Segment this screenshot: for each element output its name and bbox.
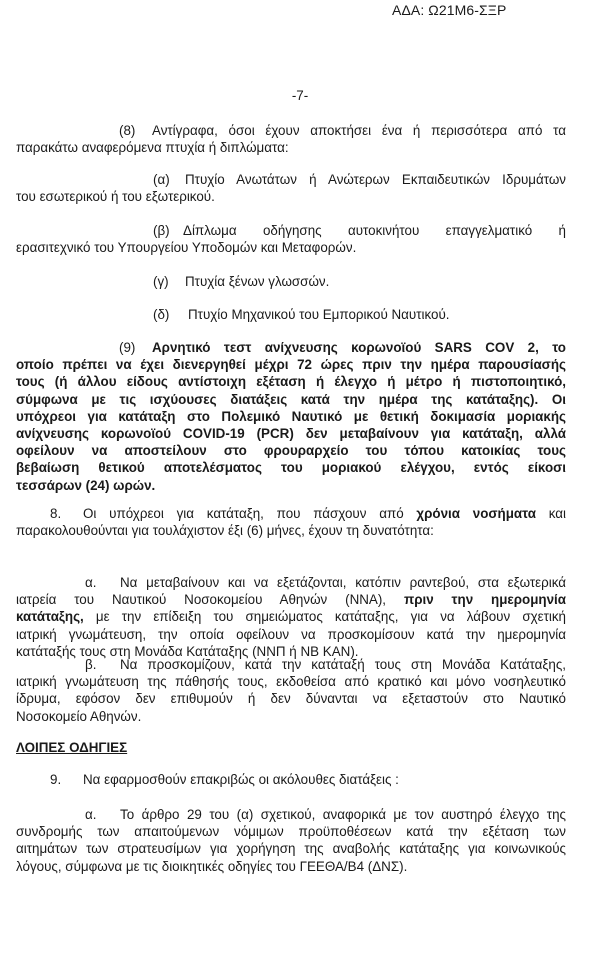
section-heading — [16, 739, 566, 756]
item-label: 9. — [50, 772, 62, 787]
page-number: -7- — [291, 88, 309, 103]
section-8a: α. Να μεταβαίνουν και να εξετάζονται, κατόπιν ραντεβού, στα εξωτερικά ιατρεία του Ναυτικού Νοσοκομείου Αθηνών (ΝΝΑ), πριν την ημερομηνία κατάταξης, με την επίδειξη του σημειώματος κατάταξης, για να λάβουν σχετική ιατρική γνωμάτευση, την οποία οφείλουν να προσκομίσουν κατά την ημερομηνία κατάταξής τους στη Μονάδα Κατάταξης (ΝΝΠ ή ΝΒ ΚΑΝ). — [16, 575, 566, 659]
ada-code: ΑΔΑ: Ω21Μ6-ΣΞΡ — [392, 2, 507, 18]
item-label: (γ) — [153, 274, 169, 289]
section-9: 9. Να εφαρμοσθούν επακριβώς οι ακόλουθες διατάξεις : — [50, 772, 399, 787]
paragraph-8: (8) Αντίγραφα, όσοι έχουν αποκτήσει ένα ή περισσότερα από τα παρακάτω αναφερόμενα πτυχία ή διπλώματα: — [16, 123, 566, 156]
item-label: (8) — [119, 123, 136, 138]
item-label: α. — [85, 807, 97, 822]
item-label: (9) — [119, 340, 136, 355]
item-label: (δ) — [153, 307, 170, 322]
section-8b: β. Να προσκομίζουν, κατά την κατάταξή τους στη Μονάδα Κατάταξης, ιατρική γνωμάτευση της πάθησής τους, εκδοθείσα από κρατικό και μόνο νοσηλευτικό ίδρυμα, εφόσον δεν επιθυμούν ή δεν δύνανται να εξεταστούν στο Ναυτικό Νοσοκομείο Αθηνών. — [16, 657, 566, 724]
item-label: (β) — [153, 223, 170, 238]
paragraph-8d: (δ) Πτυχίο Μηχανικού του Εμπορικού Ναυτικού. — [153, 307, 450, 322]
paragraph-8a: (α) Πτυχίο Ανωτάτων ή Ανώτερων Εκπαιδευτικών Ιδρυμάτων του εσωτερικού ή του εξωτερικού. — [16, 172, 566, 205]
item-label: β. — [85, 657, 97, 672]
item-label: 8. — [50, 506, 62, 521]
paragraph-9-covid: (9) Αρνητικό τεστ ανίχνευσης κορωνοϊού SARS COV 2, το οποίο πρέπει να έχει διενεργηθεί μέχρι 72 ώρες πριν την ημέρα παρουσίασής τους (ή άλλου είδους αντίστοιχη εξέταση ή έλεγχο ή μέτρο ή πιστοποιητικό, σύμφωνα με τις ισχύουσες διατάξεις κατά την ημέρα της κατάταξης). Οι υπόχρεοι για κατάταξη στο Πολεμικό Ναυτικό με θετική δοκιμασία μοριακής ανίχνευσης κορωνοϊού COVID-19 (PCR) δεν μεταβαίνουν για κατάταξη, αλλά οφείλουν να αποστείλουν στο φρουραρχείο του τόπου κατοικίας τους βεβαίωση θετικού αποτελέσματος του μοριακού ελέγχου, εντός είκοσι τεσσάρων (24) ωρών. — [16, 340, 566, 493]
paragraph-8b: (β) Δίπλωμα οδήγησης αυτοκινήτου επαγγελματικό ή ερασιτεχνικό του Υπουργείου Υποδομών και Μεταφορών. — [16, 223, 566, 256]
section-9a: α. Το άρθρο 29 του (α) σχετικού, αναφορικά με τον αυστηρό έλεγχο της συνδρομής των απαιτούμενων νόμιμων προϋποθέσεων κατά την εξέταση των αιτημάτων των στρατευσίμων για χορήγηση της αναβολής κατάταξης για κοινωνικούς λόγους, σύμφωνα με τις διοικητικές οδηγίες του ΓΕΕΘΑ/Β4 (ΔΝΣ). — [16, 807, 566, 874]
heading-other-instructions: ΛΟΙΠΕΣ ΟΔΗΓΙΕΣ — [16, 740, 128, 755]
item-label: (α) — [153, 172, 170, 187]
section-8-chronic-illness: 8. Οι υπόχρεοι για κατάταξη, που πάσχουν από χρόνια νοσήματα και παρακολουθούνται για τουλάχιστον έξι (6) μήνες, έχουν τη δυνατότητα: — [16, 506, 566, 539]
item-label: α. — [85, 575, 97, 590]
paragraph-8c: (γ) Πτυχία ξένων γλωσσών. — [153, 274, 330, 289]
